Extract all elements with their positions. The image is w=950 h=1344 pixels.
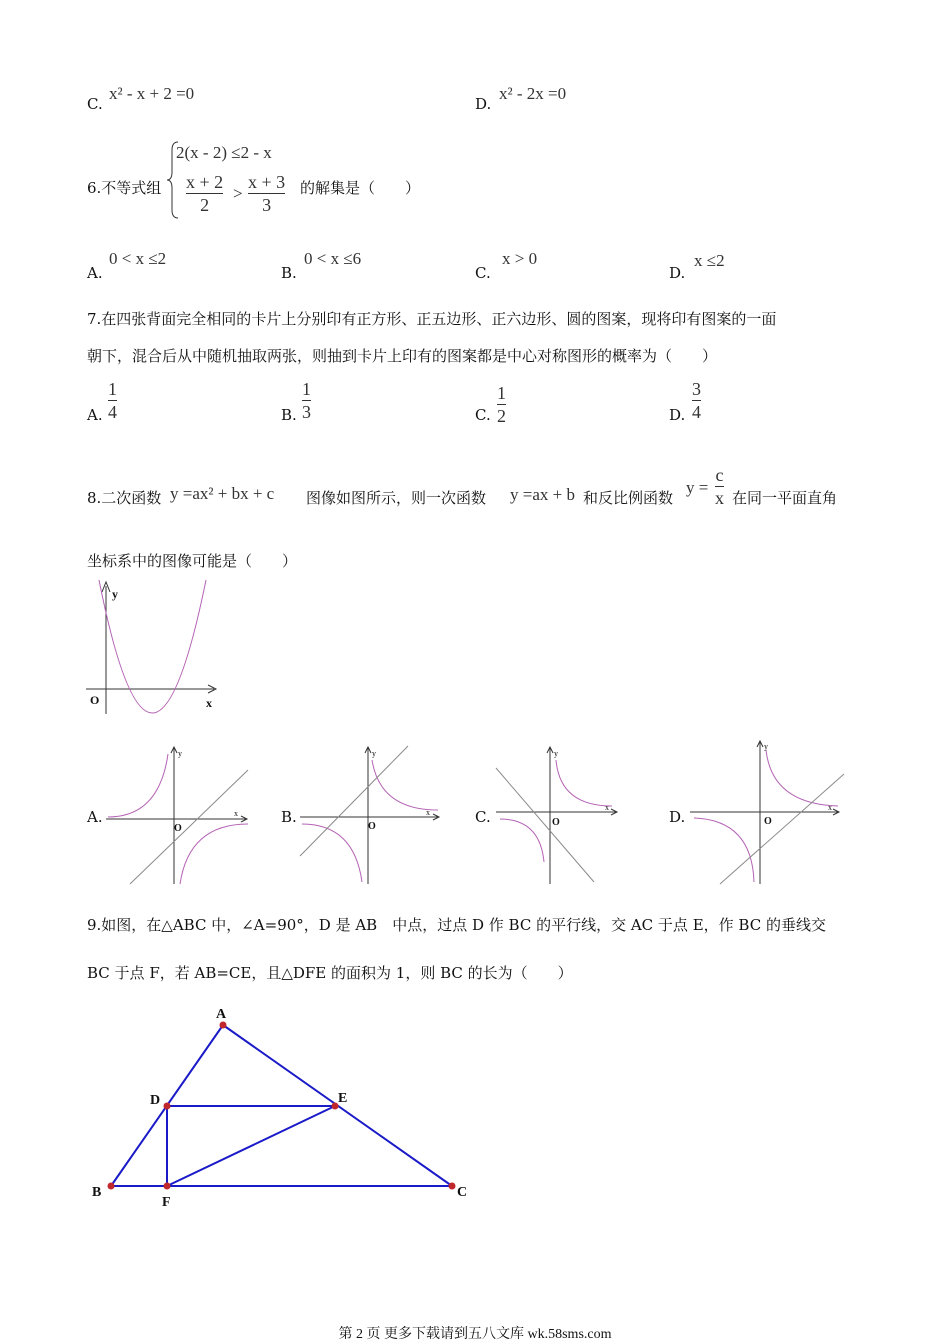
q8-frac-den: x bbox=[715, 488, 724, 508]
q8-part3: 和反比例函数 bbox=[583, 489, 674, 507]
q7-option-d-num: 3 bbox=[692, 379, 701, 399]
q7-option-c-num: 1 bbox=[497, 383, 506, 403]
q9-point-f bbox=[164, 1183, 171, 1190]
q7-option-a-num: 1 bbox=[108, 379, 117, 399]
q8-option-d-line bbox=[720, 774, 844, 884]
q8-option-c-graph bbox=[494, 744, 624, 886]
q8-option-b-y-label: y bbox=[372, 749, 376, 758]
q9-label-f: F bbox=[162, 1195, 171, 1210]
q6-suffix: 的解集是（ ） bbox=[300, 179, 421, 197]
q8-option-c-y-label: y bbox=[554, 749, 558, 758]
q6-option-d-expr: x ≤2 bbox=[694, 251, 725, 270]
q6-option-a-expr: 0 < x ≤2 bbox=[109, 249, 167, 268]
q8-option-d-hyperbola-right bbox=[766, 750, 838, 806]
q8-option-b-x-label: x bbox=[426, 808, 430, 817]
q6-frac2-num: x + 3 bbox=[248, 172, 286, 192]
q7-option-a-label: A. bbox=[87, 406, 103, 424]
q6-frac2 bbox=[248, 172, 285, 215]
q8-expr2: y =ax + b bbox=[510, 485, 575, 504]
q8-graph-y-label: y bbox=[112, 587, 118, 601]
page-footer: 第 2 页 更多下载请到五八文库 wk.58sms.com bbox=[338, 1327, 612, 1342]
q8-option-b-hyperbola-right bbox=[372, 760, 438, 810]
q9-label-e: E bbox=[338, 1091, 348, 1106]
q9-point-c bbox=[449, 1183, 456, 1190]
q6-frac2-den: 3 bbox=[262, 195, 272, 215]
q9-label-b: B bbox=[92, 1185, 102, 1200]
q6-option-b-expr: 0 < x ≤6 bbox=[304, 249, 362, 268]
q5-option-c-expr: x² - x + 2 =0 bbox=[109, 84, 195, 103]
q8-option-d-y-label: y bbox=[764, 742, 768, 751]
q7-option-c-frac bbox=[497, 383, 506, 426]
q6-option-c-label: C. bbox=[475, 264, 491, 282]
q9-point-a bbox=[220, 1022, 227, 1029]
q8-option-d-graph bbox=[688, 738, 848, 886]
q8-option-c-o-label: O bbox=[552, 817, 560, 828]
q6-gt: > bbox=[233, 184, 243, 203]
q8-parabola-graph bbox=[84, 576, 224, 716]
q8-option-b-label: B. bbox=[281, 808, 297, 826]
q6-option-d-label: D. bbox=[669, 264, 686, 282]
q8-part4: 在同一平面直角 bbox=[732, 489, 838, 507]
q9-label-c: C bbox=[457, 1185, 468, 1200]
q8-line2: 坐标系中的图像可能是（ ） bbox=[87, 552, 298, 570]
q8-option-a-y-label: y bbox=[178, 749, 182, 758]
q8-option-a-hyperbola-right bbox=[180, 824, 248, 884]
q6-frac1 bbox=[186, 172, 223, 215]
q8-option-a-line bbox=[130, 770, 248, 884]
q8-option-c-line bbox=[496, 768, 594, 882]
q6-option-b-label: B. bbox=[281, 264, 297, 282]
q7-option-b-label: B. bbox=[281, 406, 297, 424]
q8-frac-lhs: y = bbox=[686, 478, 709, 497]
q9-line2: BC 于点 F，若 AB=CE，且△DFE 的面积为 1，则 BC 的长为（ ） bbox=[87, 964, 573, 982]
q7-line2: 朝下，混合后从中随机抽取两张，则抽到卡片上印有的图案都是中心对称图形的概率为（ ） bbox=[87, 347, 718, 365]
q9-point-d bbox=[164, 1103, 171, 1110]
q8-option-a-label: A. bbox=[87, 808, 103, 826]
q7-option-a-den: 4 bbox=[108, 402, 117, 422]
q8-part2: 图像如图所示，则一次函数 bbox=[306, 489, 487, 507]
q8-option-a-x-label: x bbox=[234, 809, 238, 818]
q5-option-d-label: D. bbox=[475, 95, 492, 113]
q9-label-a: A bbox=[216, 1007, 227, 1022]
q7-option-a-frac bbox=[108, 379, 117, 422]
q6-prefix: 6.不等式组 bbox=[87, 179, 162, 197]
q9-triangle-figure bbox=[88, 1000, 488, 1215]
q8-option-d-o-label: O bbox=[764, 816, 772, 827]
q8-expr1: y =ax² + bx + c bbox=[170, 484, 275, 503]
q5-option-d-expr: x² - 2x =0 bbox=[499, 84, 567, 103]
q8-frac-num: c bbox=[715, 465, 724, 485]
q6-option-c-expr: x > 0 bbox=[502, 249, 538, 268]
q8-option-d-hyperbola-left bbox=[694, 818, 754, 882]
q8-frac bbox=[715, 465, 724, 508]
q7-option-d-den: 4 bbox=[692, 402, 701, 422]
q9-point-b bbox=[108, 1183, 115, 1190]
q8-option-a-hyperbola-left bbox=[108, 754, 168, 817]
q6-frac1-num: x + 2 bbox=[186, 172, 224, 192]
q8-part1: 8.二次函数 bbox=[87, 489, 162, 507]
q8-option-b-o-label: O bbox=[368, 821, 376, 832]
q8-option-c-x-label: x bbox=[605, 803, 609, 812]
q6-option-a-label: A. bbox=[87, 264, 103, 282]
q7-option-c-label: C. bbox=[475, 406, 491, 424]
q8-option-d-x-label: x bbox=[828, 803, 832, 812]
q7-option-b-den: 3 bbox=[302, 402, 311, 422]
q8-graph-x-label: x bbox=[206, 696, 212, 710]
q8-option-b-graph bbox=[298, 744, 448, 886]
q6-frac1-den: 2 bbox=[200, 195, 210, 215]
q8-graph-o-label: O bbox=[90, 693, 100, 707]
q7-option-b-num: 1 bbox=[302, 379, 311, 399]
q8-option-b-line bbox=[300, 746, 408, 856]
q8-option-c-label: C. bbox=[475, 808, 491, 826]
q8-option-c-hyperbola-right bbox=[556, 760, 612, 806]
q7-option-c-den: 2 bbox=[497, 406, 506, 426]
q8-option-c-hyperbola-left bbox=[500, 819, 544, 862]
q9-segment-fe bbox=[167, 1106, 335, 1186]
q7-option-d-frac bbox=[692, 379, 701, 422]
q7-option-b-frac bbox=[302, 379, 311, 422]
q9-label-d: D bbox=[150, 1093, 161, 1108]
q8-option-d-label: D. bbox=[669, 808, 686, 826]
q8-option-a-graph bbox=[104, 744, 254, 886]
q9-line1: 9.如图，在△ABC 中，∠A=90°，D 是 AB 中点，过点 D 作 BC 的平行线，交 AC 于点 E，作 BC 的垂线交 bbox=[87, 916, 826, 934]
q7-line1: 7.在四张背面完全相同的卡片上分别印有正方形、正五边形、正六边形、圆的图案，现将印有图案的一面 bbox=[87, 310, 777, 328]
q8-option-b-hyperbola-left bbox=[302, 824, 362, 882]
q6-line1: 2(x - 2) ≤2 - x bbox=[176, 143, 272, 162]
q8-option-a-o-label: O bbox=[174, 823, 182, 834]
q7-option-d-label: D. bbox=[669, 406, 686, 424]
q5-option-c-label: C. bbox=[87, 95, 103, 113]
